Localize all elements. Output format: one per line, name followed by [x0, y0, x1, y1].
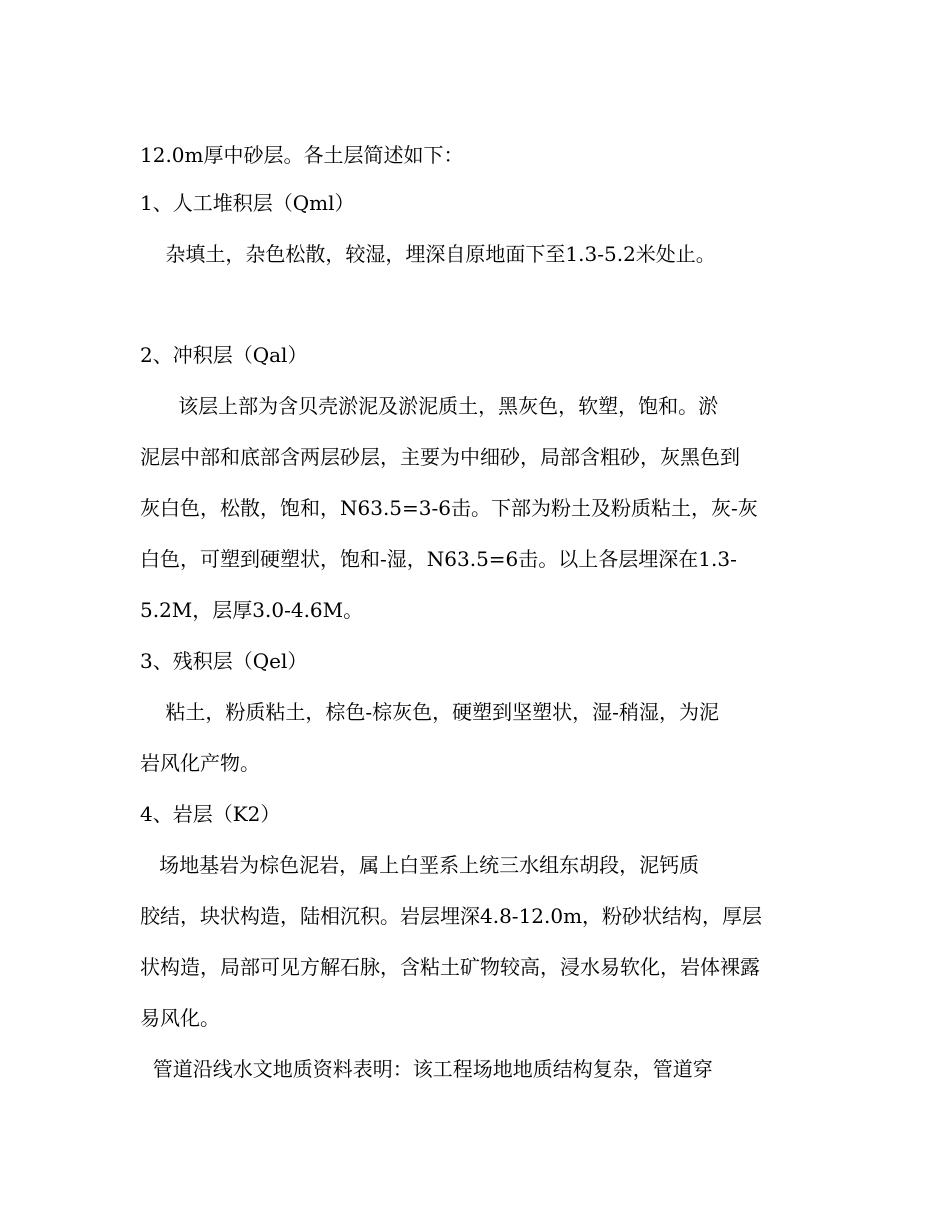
- section-heading: 1、人工堆积层（Qml）: [140, 191, 355, 215]
- text-line: 杂填土，杂色松散，较湿，埋深自原地面下至1.3-5.2米处止。: [140, 242, 716, 266]
- text-line: 管道沿线水文地质资料表明：该工程场地地质结构复杂，管道穿: [140, 1057, 713, 1081]
- text-line: 灰白色，松散，饱和，N63.5=3-6击。下部为粉土及粉质粘土，灰-灰: [140, 496, 758, 520]
- text-line: 岩风化产物。: [140, 751, 260, 775]
- text-line: 粘土，粉质粘土，棕色-棕灰色，硬塑到坚塑状，湿-稍湿，为泥: [140, 700, 719, 724]
- text-line: 5.2M，层厚3.0-4.6M。: [140, 598, 364, 622]
- section-heading: 2、冲积层（Qal）: [140, 343, 308, 367]
- text-line: 12.0m厚中砂层。各土层简述如下：: [140, 143, 464, 167]
- text-line: 胶结，块状构造，陆相沉积。岩层埋深4.8-12.0m，粉砂状结构，厚层: [140, 904, 763, 928]
- section-heading: 3、残积层（Qel）: [140, 649, 308, 673]
- text-line: 白色，可塑到硬塑状，饱和-湿，N63.5=6击。以上各层埋深在1.3-: [140, 547, 737, 571]
- section-heading: 4、岩层（K2）: [140, 802, 281, 826]
- text-line: 该层上部为含贝壳淤泥及淤泥质土，黑灰色，软塑，饱和。淤: [140, 394, 719, 418]
- text-line: 状构造，局部可见方解石脉，含粘土矿物较高，浸水易软化，岩体裸露: [140, 955, 760, 979]
- text-line: 场地基岩为棕色泥岩，属上白垩系上统三水组东胡段，泥钙质: [140, 853, 700, 877]
- text-line: 泥层中部和底部含两层砂层，主要为中细砂，局部含粗砂，灰黑色到: [140, 445, 740, 469]
- text-line: 易风化。: [140, 1006, 220, 1030]
